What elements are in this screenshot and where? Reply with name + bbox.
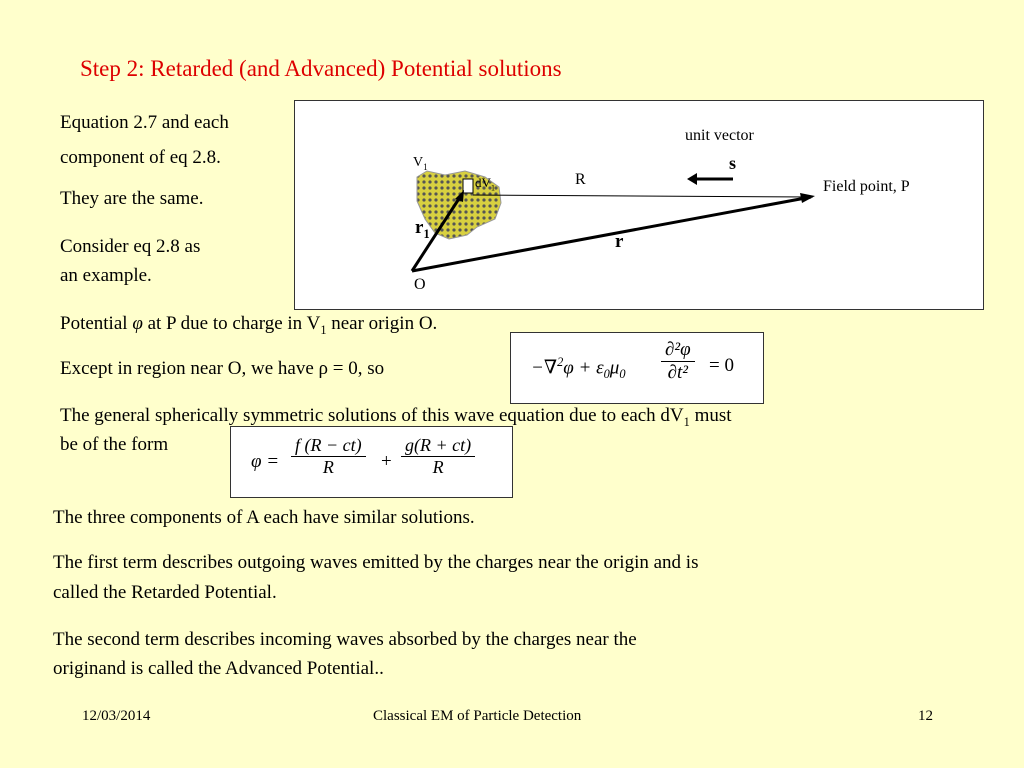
origin-label: O (414, 276, 426, 293)
unit-vector-label: unit vector (685, 127, 754, 144)
R-label: R (575, 171, 586, 188)
wave-eq-num: ∂²φ (661, 339, 695, 362)
general-sub: 1 (683, 414, 690, 429)
r1-label (415, 217, 430, 242)
nabla: −∇ (531, 357, 558, 379)
v1-label (413, 155, 428, 172)
wave-eq-den: ∂t² (667, 362, 688, 383)
footer-center: Classical EM of Particle Detection (373, 708, 582, 724)
r-arrowhead (800, 193, 815, 203)
volume-element-box (463, 179, 473, 193)
solution-lhs: φ = (251, 451, 280, 472)
mu: μ (609, 357, 620, 379)
para3-line1: The second term describes incoming waves absorbed by the charges near the (53, 629, 637, 650)
potential-text-a: Potential (60, 313, 133, 334)
solution-plus: + (381, 451, 392, 472)
solution-den2: R (432, 457, 444, 477)
solution-den1: R (322, 457, 334, 477)
left-text-line5: an example. (60, 265, 152, 286)
dv1-label (475, 175, 495, 193)
solution-frac1 (291, 435, 366, 478)
s-label: s (729, 153, 737, 173)
s-arrowhead (687, 173, 697, 185)
left-text-line3: They are the same. (60, 188, 204, 209)
potential-sub: 1 (320, 322, 327, 337)
solution-num2: g(R + ct) (401, 435, 475, 457)
para1: The three components of A each have similar solutions. (53, 507, 475, 528)
diagram-box (294, 100, 984, 310)
general-line2: be of the form (60, 434, 169, 455)
general-text: The general spherically symmetric solutions of this wave equation due to each dV (60, 405, 684, 426)
phi-eps: φ + ε (563, 357, 604, 379)
R-line (473, 195, 813, 197)
potential-text-b: at P due to charge in V (142, 313, 321, 334)
slide-title: Step 2: Retarded (and Advanced) Potential solutions (80, 56, 562, 81)
r1-sub: 1 (423, 226, 430, 241)
solution-frac2 (401, 435, 475, 478)
r-label: r (615, 231, 624, 252)
nabla-sq: 2 (557, 355, 564, 369)
wave-equation-box (510, 332, 764, 404)
phi-symbol: φ (132, 313, 143, 334)
solution-box (230, 426, 513, 498)
footer-date: 12/03/2014 (82, 708, 151, 724)
mu-sub: 0 (619, 367, 626, 382)
left-text-line4: Consider eq 2.8 as (60, 236, 201, 257)
general-tail: must (689, 405, 732, 426)
solution-num1: f (R − ct) (291, 435, 366, 457)
r1-text: r (415, 217, 424, 238)
footer-page-number: 12 (918, 708, 933, 724)
wave-eq-rhs: = 0 (709, 355, 734, 376)
wave-eq-lhs (531, 355, 625, 382)
potential-text-c: near origin O. (326, 313, 438, 334)
dv1-sub: 1 (490, 182, 496, 193)
v1-sub: 1 (423, 161, 428, 172)
para3-line2: originand is called the Advanced Potential.. (53, 658, 384, 679)
dv1-text: dV (475, 175, 491, 190)
left-text-line2: component of eq 2.8. (60, 147, 221, 168)
field-point-label: Field point, P (823, 178, 910, 195)
para2-line1: The first term describes outgoing waves emitted by the charges near the origin and is (53, 552, 699, 573)
para2-line2: called the Retarded Potential. (53, 582, 277, 603)
diagram-svg (295, 101, 983, 309)
left-text-line1: Equation 2.7 and each (60, 112, 229, 133)
potential-line (60, 311, 437, 343)
except-line: Except in region near O, we have ρ = 0, so (60, 358, 385, 379)
wave-eq-fraction (661, 339, 695, 384)
eps-sub: 0 (603, 367, 610, 382)
v1-text: V (413, 155, 424, 170)
